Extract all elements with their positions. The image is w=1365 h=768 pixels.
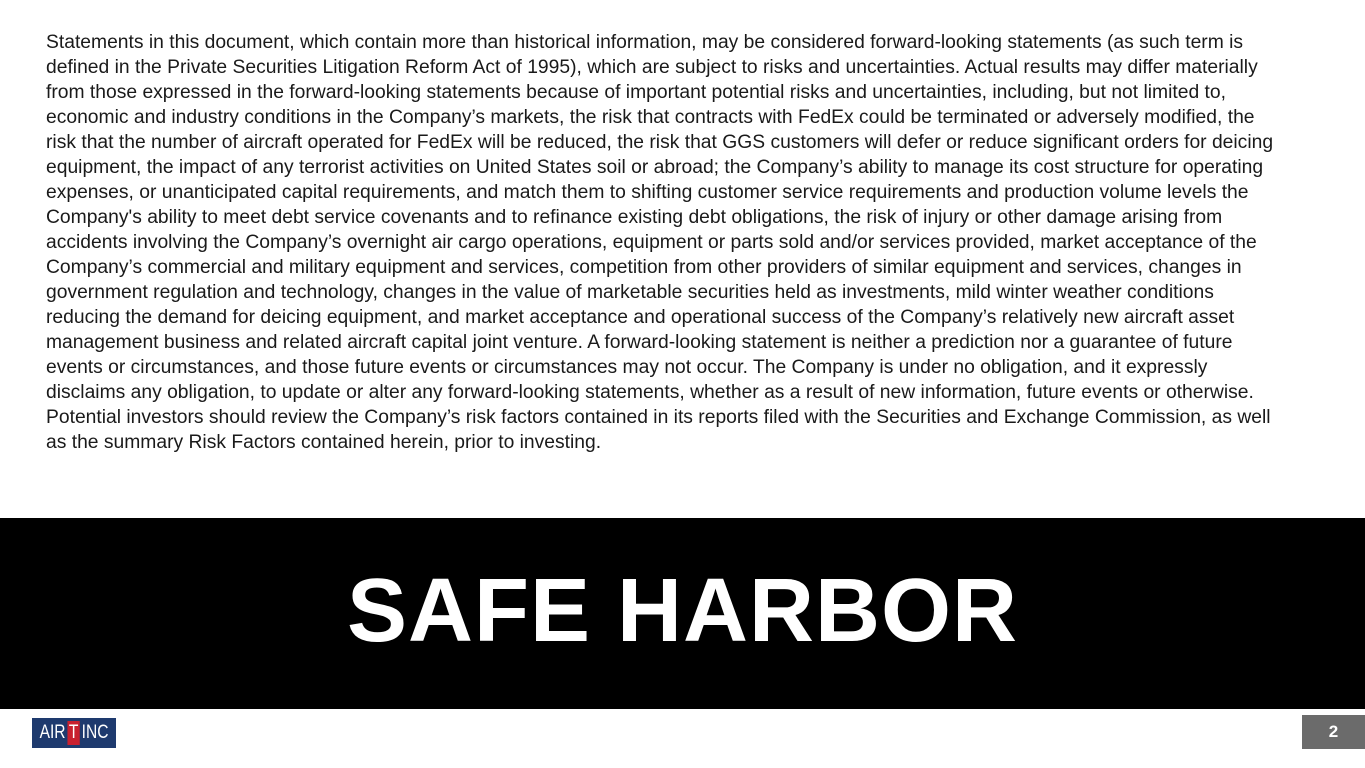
safe-harbor-disclaimer-text: Statements in this document, which contain more than historical information, may be considered forward-looking statements (as such term is defined in the Private Securities Litigation Reform Act of 1995), which are subject to risks and uncertainties. Actual results may differ materially from those expressed in the forward-looking statements because of important potential risks and uncertainties, including, but not limited to, economic and industry conditions in the Company’s markets, the risk that contracts with FedEx could be terminated or adversely modified, the risk that the number of aircraft operated for FedEx will be reduced, the risk that GGS customers will defer or reduce significant orders for deicing equipment, the impact of any terrorist activities on United States soil or abroad; the Company’s ability to manage its cost structure for operating expenses, or unanticipated capital requirements, and match them to shifting customer service requirements and production volume levels the Company's ability to meet debt service covenants and to refinance existing debt obligations, the risk of injury or other damage arising from accidents involving the Company’s overnight air cargo operations, equipment or parts sold and/or services provided, market acceptance of the Company’s commercial and military equipment and services, competition from other providers of similar equipment and services, changes in government regulation and technology, changes in the value of marketable securities held as investments, mild winter weather conditions reducing the demand for deicing equipment, and market acceptance and operational success of the Company’s relatively new aircraft asset management business and related aircraft capital joint venture. A forward-looking statement is neither a prediction nor a guarantee of future events or circumstances, and those future events or circumstances may not occur. The Company is under no obligation, and it expressly disclaims any obligation, to update or alter any forward-looking statements, whether as a result of new information, future events or otherwise. Potential investors should review the Company’s risk factors contained in its reports filed with the Securities and Exchange Commission, as well as the summary Risk Factors contained herein, prior to investing. bbox=[46, 32, 1274, 453]
logo-text-inc: INC bbox=[81, 722, 109, 743]
title-band bbox=[0, 518, 1365, 709]
logo-text-t: T bbox=[68, 722, 79, 743]
air-t-logo bbox=[32, 718, 116, 748]
logo-wordmark bbox=[40, 718, 109, 748]
slide-footer bbox=[0, 709, 1365, 768]
page-number-badge: 2 bbox=[1302, 715, 1365, 749]
slide-title: SAFE HARBOR bbox=[346, 561, 1018, 661]
logo-text-air: AIR bbox=[39, 722, 66, 743]
